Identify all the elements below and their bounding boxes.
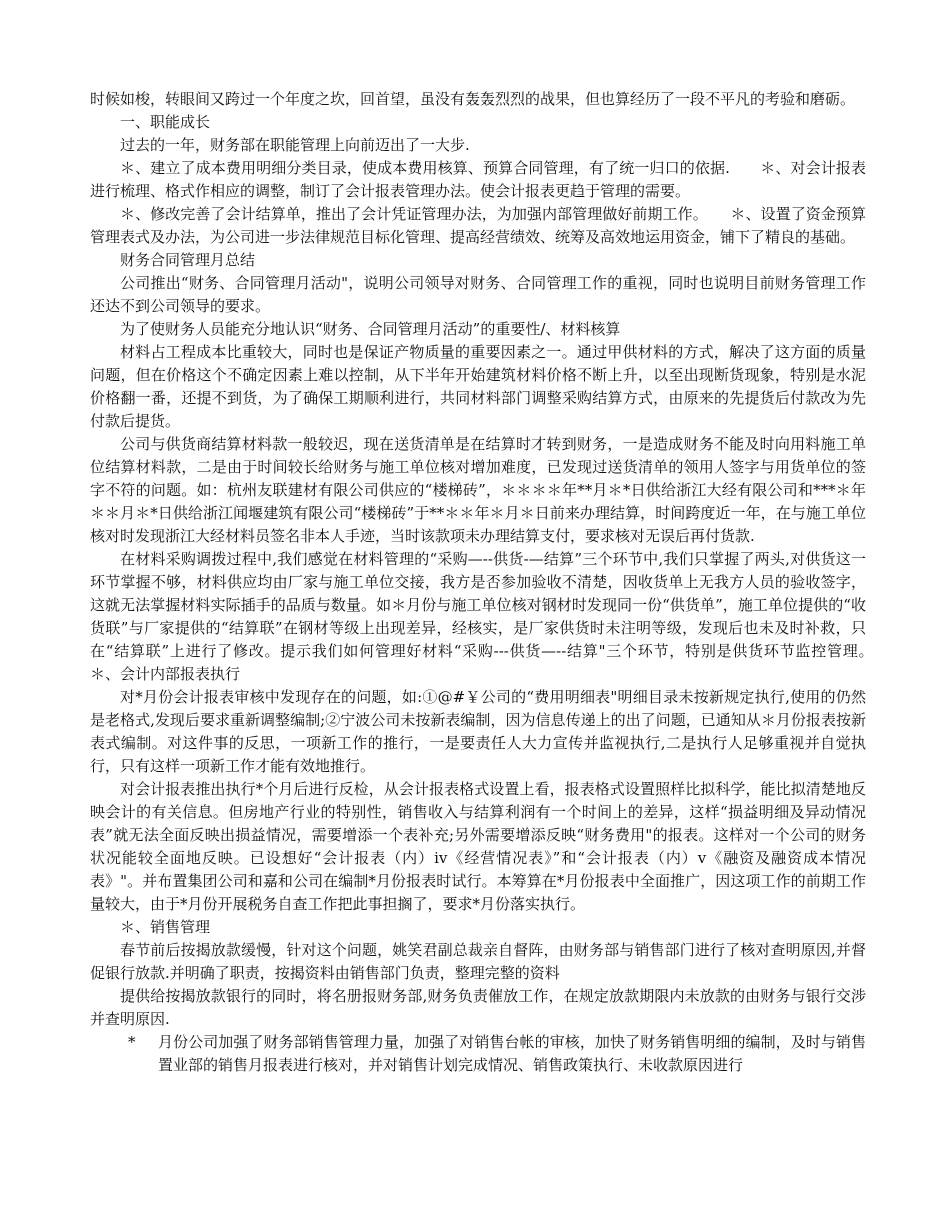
paragraph: 提供给按揭放款银行的同时，将名册报财务部,财务负责催放工作，在规定放款期限内未放款的由财务与银行交涉并查明原因. (90, 987, 866, 1028)
bullet-mark: * (128, 1033, 136, 1051)
paragraph: ＊、建立了成本费用明细分类目录，使成本费用核算、预算合同管理，有了统一归口的依据. ＊、对会计报表进行梳理、格式作相应的调整，制订了会计报表管理办法。使会计报表更趋于管理的需要。 (90, 159, 866, 200)
paragraph: 为了使财务人员能充分地认识“财务、合同管理月活动”的重要性/、材料核算 (120, 320, 621, 338)
paragraph: ＊、修改完善了会计结算单，推出了会计凭证管理办法，为加强内部管理做好前期工作。 ＊、设置了资金预算管理表式及办法，为公司进一步法律规范目标化管理、提高经营绩效、统筹及高效地运用资金，铺下了精良的基础。 (90, 205, 866, 246)
paragraph: 材料占工程成本比重较大，同时也是保证产物质量的重要因素之一。通过甲供材料的方式，解决了这方面的质量问题，但在价格这个不确定因素上难以控制，从下半年开始建筑材料价格不断上升，以至出现断货现象，特别是水泥价格翻一番，还提不到货，为了确保工期顺利进行，共同材料部门调整采购结算方式，由原来的先提货后付款改为先付款后提货。 (90, 343, 866, 430)
document-body (90, 88, 897, 1077)
section-heading-function-growth: 一、职能成长 (120, 113, 211, 131)
paragraph: 对会计报表推出执行*个月后进行反检，从会计报表格式设置上看，报表格式设置照样比拟科学，能比拟清楚地反映会计的有关信息。但房地产行业的特别性，销售收入与结算利润有一个时间上的差异，这样“损益明细及异动情况表”就无法全面反映出损益情况，需要增添一个表补充;另外需要增添反映“财务费用"的报表。这样对一个公司的财务状况能较全面地反映。已设想好“会计报表（内）ⅳ《经营情况表》”和“会计报表（内）ⅴ《融资及融资成本情况表》"。并布置集团公司和嘉和公司在编制*月份报表时试行。本筹算在*月份报表中全面推广，因这项工作的前期工作量较大，由于*月份开展税务自查工作把此事担搁了，要求*月份落实执行。 (90, 780, 866, 913)
bullet-text: 月份公司加强了财务部销售管理力量，加强了对销售台帐的审核，加快了财务销售明细的编制，及时与销售置业部的销售月报表进行核对，并对销售计划完成情况、销售政策执行、未收款原因进行 (158, 1033, 866, 1074)
paragraph: 公司与供货商结算材料款一般较迟，现在送货清单是在结算时才转到财务，一是造成财务不能及时向用料施工单位结算材料款，二是由于时间较长给财务与施工单位核对增加难度，已发现过送货清单的领用人签字与用货单位的签字不符的问题。如：杭州友联建材有限公司供应的“楼梯砖”，＊＊＊＊年**月＊*日供给浙江大经有限公司和***＊年＊＊月＊*日供给浙江闻堰建筑有限公司“楼梯砖”于**＊＊年＊月＊日前来办理结算，时间跨度近一年，在与施工单位核对时发现浙江大经材料员签名非本人手迹，当时该款项未办理结算支付，要求核对无误后再付货款. (90, 435, 866, 545)
paragraph: 在材料采购调拨过程中,我们感觉在材料管理的“采购—--供货-—结算”三个环节中,我们只掌握了两头,对供货这一环节掌握不够，材料供应均由厂家与施工单位交接，我方是否参加验收不清楚，因收货单上无我方人员的验收签字，这就无法掌握材料实际插手的品质与数量。如＊月份与施工单位核对钢材时发现同一份“供货单”，施工单位提供的“收货联”与厂家提供的“结算联”在钢材等级上出现差异，经核实，是厂家供货时未注明等级，发现后也未及时补救，只在“结算联”上进行了修改。提示我们如何管理好材料“采购---供货—--结算"三个环节，特别是供货环节监控管理。 ＊、会计内部报表执行 (90, 550, 897, 683)
section-heading-contract-month: 财务合同管理月总结 (120, 251, 256, 269)
paragraph: 对*月份会计报表审核中发现存在的问题，如:①@#￥公司的“费用明细表"明细目录未按新规定执行,使用的仍然是老格式,发现后要求重新调整编制;②宁波公司未按新表编制，因为信息传递上的出了问题，已通知从＊月份报表按新表式编制。对这件事的反思，一项新工作的推行，一是要责任人大力宣传并监视执行,二是执行人足够重视并自觉执行，只有这样一项新工作才能有效地推行。 (90, 688, 866, 775)
paragraph: 春节前后按揭放款缓慢，针对这个问题，姚笑君副总裁亲自督阵，由财务部与销售部门进行了核对查明原因,并督促银行放款.并明确了职责，按揭资料由销售部门负责，整理完整的资料 (90, 941, 866, 982)
bullet-item (90, 1031, 866, 1077)
paragraph: 过去的一年，财务部在职能管理上向前迈出了一大步. (120, 136, 470, 154)
paragraph: 公司推出“财务、合同管理月活动"，说明公司领导对财务、合同管理工作的重视，同时也说明目前财务管理工作还达不到公司领导的要求。 (90, 274, 866, 315)
section-heading-sales: ＊、销售管理 (120, 918, 211, 936)
paragraph-intro: 时候如梭，转眼间又跨过一个年度之坎，回首望，虽没有轰轰烈烈的战果，但也算经历了一段不平凡的考验和磨砺。 (90, 90, 856, 108)
